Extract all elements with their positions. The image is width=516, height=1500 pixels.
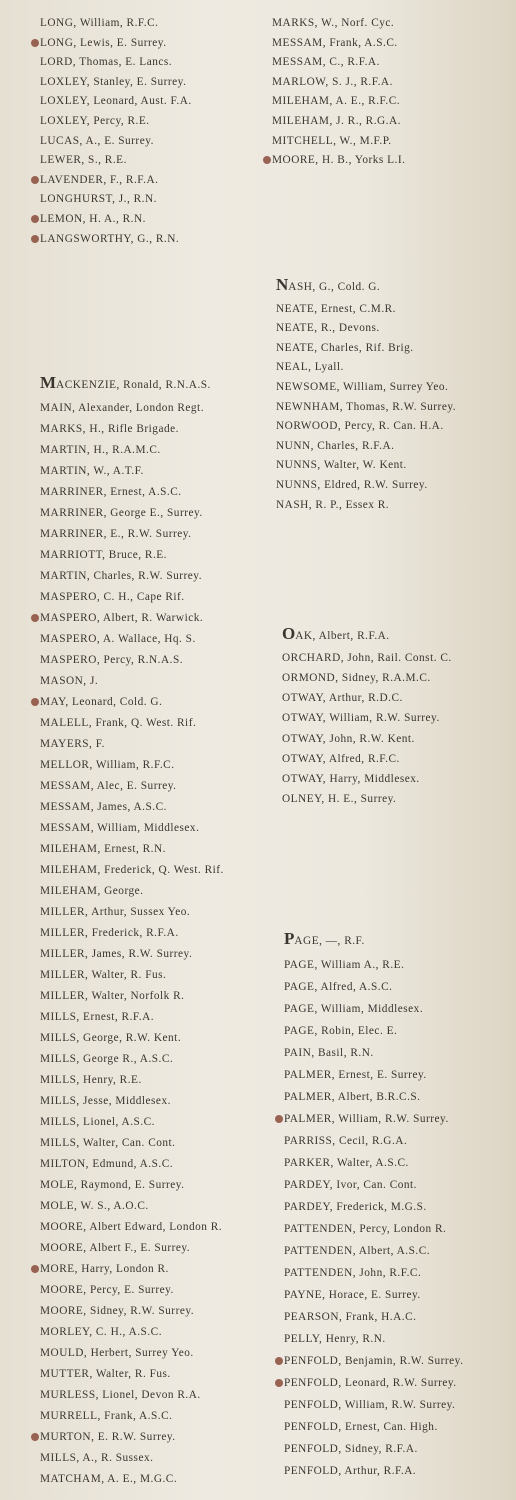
roll-entry-text: LORD, Thomas, E. Lancs. xyxy=(40,56,173,69)
roll-entry-text: NASH, R. P., Essex R. xyxy=(276,498,390,511)
roll-entry-text: NEATE, Ernest, C.M.R. xyxy=(276,302,397,315)
roll-entry-text: MAYERS, F. xyxy=(40,738,105,750)
fallen-marker-icon xyxy=(275,1379,283,1387)
roll-entry-text: PALMER, William, R.W. Surrey. xyxy=(284,1113,449,1125)
roll-entry-text: PAGE, Robin, Elec. E. xyxy=(284,1025,398,1037)
roll-entry-text: NEAL, Lyall. xyxy=(276,361,344,374)
roll-entry xyxy=(40,1073,142,1087)
roll-entry-text: PATTENDEN, Albert, A.S.C. xyxy=(284,1245,431,1257)
roll-entry-text: MAY, Leonard, Cold. G. xyxy=(40,696,163,708)
roll-entry-text: MILLER, Arthur, Sussex Yeo. xyxy=(40,906,191,918)
roll-entry xyxy=(40,968,166,982)
roll-entry xyxy=(284,929,365,948)
roll-entry xyxy=(284,1442,418,1456)
roll-entry-text: MILLS, Jesse, Middlesex. xyxy=(40,1095,171,1107)
roll-entry xyxy=(40,464,144,478)
roll-entry-text: LAVENDER, F., R.F.A. xyxy=(40,173,159,186)
roll-entry-text: MILLS, Henry, R.E. xyxy=(40,1074,142,1086)
roll-entry-text: OTWAY, John, R.W. Kent. xyxy=(282,732,415,745)
roll-entry xyxy=(40,947,192,961)
roll-entry xyxy=(272,75,393,89)
roll-entry-text: MORE, Harry, London R. xyxy=(40,1263,169,1275)
roll-entry xyxy=(40,212,146,226)
roll-entry-text: MILLS, George, R.W. Kent. xyxy=(40,1032,182,1044)
roll-entry-text: PENFOLD, Sidney, R.F.A. xyxy=(284,1443,418,1455)
roll-entry xyxy=(40,401,204,415)
roll-entry xyxy=(284,1090,421,1104)
roll-entry xyxy=(40,800,167,814)
roll-entry xyxy=(40,674,98,688)
roll-entry-text: MARRINER, George E., Surrey. xyxy=(40,507,203,519)
roll-entry xyxy=(272,36,398,50)
roll-entry-text: PELLY, Henry, R.N. xyxy=(284,1333,386,1345)
roll-entry xyxy=(284,1112,449,1126)
fallen-marker-icon xyxy=(31,698,39,706)
roll-entry xyxy=(40,1451,153,1465)
roll-entry xyxy=(40,1031,181,1045)
roll-entry-text: MESSAM, Frank, A.S.C. xyxy=(272,36,398,49)
roll-entry-text: MOULD, Herbert, Surrey Yeo. xyxy=(40,1347,194,1359)
roll-entry-text: PENFOLD, William, R.W. Surrey. xyxy=(284,1399,456,1411)
roll-entry-text: AGE, —, R.F. xyxy=(294,935,365,947)
roll-entry xyxy=(40,821,199,835)
roll-entry xyxy=(40,153,127,167)
roll-entry xyxy=(40,569,202,583)
roll-entry xyxy=(276,458,407,472)
roll-entry xyxy=(40,1157,173,1171)
roll-entry-text: MILLER, Frederick, R.F.A. xyxy=(40,927,179,939)
roll-entry-text: MILLER, Walter, Norfolk R. xyxy=(40,990,185,1002)
roll-entry xyxy=(276,498,389,512)
roll-entry-text: MOORE, Albert F., E. Surrey. xyxy=(40,1242,191,1254)
roll-entry-text: LUCAS, A., E. Surrey. xyxy=(40,134,154,147)
fallen-marker-icon xyxy=(31,235,39,243)
roll-entry xyxy=(282,671,431,685)
roll-entry xyxy=(276,360,344,374)
roll-entry-text: NUNNS, Walter, W. Kent. xyxy=(276,459,407,472)
roll-entry xyxy=(40,884,143,898)
roll-entry-text: OLNEY, H. E., Surrey. xyxy=(282,792,397,805)
roll-entry-text: NORWOOD, Percy, R. Can. H.A. xyxy=(276,420,444,433)
roll-entry-text: NEWSOME, William, Surrey Yeo. xyxy=(276,381,449,393)
roll-entry xyxy=(40,75,186,89)
roll-entry-text: MILLS, Walter, Can. Cont. xyxy=(40,1137,176,1149)
fallen-marker-icon xyxy=(31,176,39,184)
roll-entry xyxy=(282,691,403,705)
roll-entry-text: MUTTER, Walter, R. Fus. xyxy=(40,1368,171,1380)
roll-entry xyxy=(40,422,179,436)
roll-entry xyxy=(40,1115,155,1129)
roll-entry xyxy=(40,16,158,30)
section-initial-letter: N xyxy=(276,275,289,294)
roll-entry-text: PENFOLD, Benjamin, R.W. Surrey. xyxy=(284,1355,464,1367)
roll-entry xyxy=(40,758,175,772)
roll-entry xyxy=(40,55,172,69)
roll-entry xyxy=(282,624,390,643)
roll-entry-text: MILLS, Ernest, R.F.A. xyxy=(40,1011,155,1023)
roll-entry xyxy=(272,153,405,167)
roll-entry xyxy=(40,1052,173,1066)
roll-entry-text: MARTIN, W., A.T.F. xyxy=(40,465,144,477)
roll-entry-text: MILEHAM, J. R., R.G.A. xyxy=(272,115,401,127)
roll-entry xyxy=(276,419,444,433)
roll-entry xyxy=(284,1354,463,1368)
roll-entry xyxy=(276,302,396,316)
roll-entry xyxy=(40,989,184,1003)
fallen-marker-icon xyxy=(275,1357,283,1365)
roll-entry xyxy=(276,341,414,355)
roll-entry xyxy=(272,16,394,30)
roll-entry-text: PENFOLD, Ernest, Can. High. xyxy=(284,1421,438,1433)
roll-entry xyxy=(40,1262,169,1276)
roll-entry-text: PALMER, Albert, B.R.C.S. xyxy=(284,1091,421,1103)
roll-entry-text: LANGSWORTHY, G., R.N. xyxy=(40,232,180,245)
roll-entry xyxy=(40,1220,222,1234)
roll-entry-text: NUNNS, Eldred, R.W. Surrey. xyxy=(276,479,428,491)
roll-entry xyxy=(284,1398,455,1412)
roll-entry-text: LONGHURST, J., R.N. xyxy=(40,193,157,206)
roll-entry-text: MURLESS, Lionel, Devon R.A. xyxy=(40,1389,201,1401)
roll-entry xyxy=(40,1094,171,1108)
roll-entry xyxy=(40,527,192,541)
roll-entry-text: PATTENDEN, John, R.F.C. xyxy=(284,1267,422,1279)
roll-entry xyxy=(284,958,404,972)
roll-entry-text: NUNN, Charles, R.F.A. xyxy=(276,439,395,452)
roll-entry-text: MESSAM, William, Middlesex. xyxy=(40,822,200,834)
roll-entry xyxy=(40,1409,172,1423)
roll-entry-text: PEARSON, Frank, H.A.C. xyxy=(284,1311,417,1323)
roll-entry-text: ACKENZIE, Ronald, R.N.A.S. xyxy=(56,379,211,391)
roll-entry-text: MOLE, Raymond, E. Surrey. xyxy=(40,1179,185,1191)
roll-entry-text: MILLER, Walter, R. Fus. xyxy=(40,969,167,981)
roll-entry xyxy=(284,1420,438,1434)
roll-entry-text: MESSAM, Alec, E. Surrey. xyxy=(40,780,177,792)
roll-entry xyxy=(40,506,203,520)
roll-entry-text: MARRIOTT, Bruce, R.E. xyxy=(40,549,168,561)
roll-entry xyxy=(40,842,166,856)
roll-entry xyxy=(40,737,105,751)
roll-entry xyxy=(40,1136,176,1150)
roll-entry-text: PAIN, Basil, R.N. xyxy=(284,1047,374,1059)
roll-entry xyxy=(284,1464,416,1478)
roll-entry-text: PENFOLD, Arthur, R.F.A. xyxy=(284,1465,417,1477)
roll-entry-text: MARLOW, S. J., R.F.A. xyxy=(272,75,393,88)
roll-entry xyxy=(40,653,183,667)
roll-entry xyxy=(40,1346,194,1360)
roll-entry-text: MASPERO, Albert, R. Warwick. xyxy=(40,612,204,624)
roll-entry-text: PAYNE, Horace, E. Surrey. xyxy=(284,1289,421,1301)
roll-entry xyxy=(284,1310,416,1324)
roll-entry-text: LEMON, H. A., R.N. xyxy=(40,213,146,225)
roll-entry xyxy=(284,980,392,994)
roll-entry xyxy=(40,905,190,919)
roll-entry xyxy=(40,1472,177,1486)
fallen-marker-icon xyxy=(31,39,39,47)
roll-entry xyxy=(284,1244,430,1258)
roll-entry xyxy=(272,55,380,69)
roll-entry-text: OTWAY, William, R.W. Surrey. xyxy=(282,712,440,725)
roll-entry-text: MOORE, Sidney, R.W. Surrey. xyxy=(40,1305,195,1317)
roll-entry-text: MOORE, Percy, E. Surrey. xyxy=(40,1284,174,1296)
roll-entry-text: PALMER, Ernest, E. Surrey. xyxy=(284,1069,427,1081)
roll-entry-text: PARDEY, Frederick, M.G.S. xyxy=(284,1201,427,1213)
roll-entry-text: MAIN, Alexander, London Regt. xyxy=(40,402,205,414)
roll-entry-text: MILLER, James, R.W. Surrey. xyxy=(40,948,193,960)
roll-entry xyxy=(284,1068,427,1082)
roll-entry-text: MARRINER, Ernest, A.S.C. xyxy=(40,486,182,498)
roll-entry xyxy=(282,732,415,746)
roll-entry-text: LONG, William, R.F.C. xyxy=(40,17,159,29)
roll-entry-text: AK, Albert, R.F.A. xyxy=(295,630,390,642)
roll-entry-text: MASPERO, A. Wallace, Hq. S. xyxy=(40,633,196,645)
roll-entry xyxy=(284,1134,407,1148)
roll-entry xyxy=(276,439,394,453)
roll-entry-text: MILEHAM, Frederick, Q. West. Rif. xyxy=(40,864,224,876)
roll-entry-text: MATCHAM, A. E., M.G.C. xyxy=(40,1473,178,1485)
roll-entry-text: MARKS, W., Norf. Cyc. xyxy=(272,17,395,29)
roll-entry-text: PARRISS, Cecil, R.G.A. xyxy=(284,1135,408,1147)
roll-entry xyxy=(40,548,167,562)
roll-entry-text: MESSAM, C., R.F.A. xyxy=(272,56,380,69)
roll-entry xyxy=(40,373,211,392)
roll-entry xyxy=(284,1288,421,1302)
roll-entry xyxy=(40,94,192,108)
roll-entry-text: MELLOR, William, R.F.C. xyxy=(40,759,175,771)
roll-entry xyxy=(40,192,157,206)
roll-entry-text: ORCHARD, John, Rail. Const. C. xyxy=(282,652,452,665)
roll-entry-text: PENFOLD, Leonard, R.W. Surrey. xyxy=(284,1377,457,1389)
roll-entry xyxy=(282,772,420,786)
roll-entry xyxy=(40,232,179,246)
fallen-marker-icon xyxy=(31,215,39,223)
roll-entry xyxy=(40,632,196,646)
roll-entry xyxy=(276,275,381,294)
roll-entry-text: OTWAY, Alfred, R.F.C. xyxy=(282,752,400,765)
roll-entry xyxy=(40,1010,154,1024)
roll-entry-text: MILLS, Lionel, A.S.C. xyxy=(40,1116,156,1128)
roll-entry-text: PAGE, William, Middlesex. xyxy=(284,1003,424,1015)
roll-entry xyxy=(272,94,400,108)
roll-entry-text: MARTIN, Charles, R.W. Surrey. xyxy=(40,570,203,582)
roll-entry xyxy=(282,711,440,725)
roll-entry-text: PARDEY, Ivor, Can. Cont. xyxy=(284,1179,418,1191)
roll-entry-text: LONG, Lewis, E. Surrey. xyxy=(40,36,167,49)
roll-entry-text: MASPERO, Percy, R.N.A.S. xyxy=(40,654,184,666)
roll-entry xyxy=(40,611,203,625)
roll-entry xyxy=(40,863,224,877)
roll-entry xyxy=(282,752,400,766)
roll-entry xyxy=(40,36,167,50)
roll-entry-text: PAGE, Alfred, A.S.C. xyxy=(284,981,393,993)
roll-entry-text: PARKER, Walter, A.S.C. xyxy=(284,1157,409,1169)
roll-entry xyxy=(282,651,452,665)
roll-entry xyxy=(40,926,179,940)
roll-entry xyxy=(284,1200,427,1214)
roll-entry xyxy=(40,114,150,128)
roll-entry-text: NEATE, Charles, Rif. Brig. xyxy=(276,341,414,354)
section-initial-letter: M xyxy=(40,373,57,392)
roll-entry-text: OTWAY, Arthur, R.D.C. xyxy=(282,692,403,705)
roll-entry-text: PAGE, William A., R.E. xyxy=(284,959,405,971)
roll-entry xyxy=(284,1046,374,1060)
roll-entry-text: ASH, G., Cold. G. xyxy=(288,281,381,293)
roll-entry-text: MILEHAM, A. E., R.F.C. xyxy=(272,95,401,108)
roll-entry-text: LOXLEY, Leonard, Aust. F.A. xyxy=(40,95,192,108)
roll-entry-text: LEWER, S., R.E. xyxy=(40,154,127,167)
section-initial-letter: O xyxy=(282,624,296,643)
roll-entry xyxy=(40,1283,174,1297)
roll-entry-text: LOXLEY, Stanley, E. Surrey. xyxy=(40,75,187,88)
roll-entry xyxy=(284,1222,446,1236)
roll-entry-text: MARTIN, H., R.A.M.C. xyxy=(40,444,161,456)
roll-entry-text: ORMOND, Sidney, R.A.M.C. xyxy=(282,672,431,685)
fallen-marker-icon xyxy=(31,614,39,622)
roll-entry xyxy=(272,134,392,148)
roll-entry-text: MILLS, George R., A.S.C. xyxy=(40,1053,174,1065)
roll-entry-text: MALELL, Frank, Q. West. Rif. xyxy=(40,717,197,729)
roll-entry-text: MORLEY, C. H., A.S.C. xyxy=(40,1326,163,1338)
roll-entry-text: MASPERO, C. H., Cape Rif. xyxy=(40,591,185,603)
roll-entry xyxy=(284,1002,423,1016)
roll-entry xyxy=(40,134,154,148)
roll-entry-text: MOLE, W. S., A.O.C. xyxy=(40,1200,149,1212)
roll-entry xyxy=(284,1332,386,1346)
roll-entry-text: MILEHAM, George. xyxy=(40,885,144,897)
roll-entry-text: OTWAY, Harry, Middlesex. xyxy=(282,772,420,785)
roll-entry xyxy=(40,1388,201,1402)
roll-entry-text: MILTON, Edmund, A.S.C. xyxy=(40,1158,174,1170)
roll-entry xyxy=(40,779,176,793)
fallen-marker-icon xyxy=(31,1433,39,1441)
roll-entry-text: MURRELL, Frank, A.S.C. xyxy=(40,1410,173,1422)
roll-entry xyxy=(284,1266,421,1280)
fallen-marker-icon xyxy=(275,1115,283,1123)
roll-entry xyxy=(40,695,162,709)
roll-entry xyxy=(40,716,196,730)
fallen-marker-icon xyxy=(31,1265,39,1273)
roll-entry xyxy=(40,485,182,499)
roll-entry-text: MASON, J. xyxy=(40,675,99,687)
roll-entry xyxy=(40,1367,171,1381)
roll-entry-text: MITCHELL, W., M.F.P. xyxy=(272,134,392,147)
roll-entry xyxy=(282,792,396,806)
roll-entry xyxy=(40,1199,149,1213)
roll-entry xyxy=(40,1430,176,1444)
roll-entry xyxy=(40,1304,194,1318)
roll-entry-text: MOORE, Albert Edward, London R. xyxy=(40,1221,223,1233)
roll-entry-text: LOXLEY, Percy, R.E. xyxy=(40,115,150,127)
roll-entry-text: MESSAM, James, A.S.C. xyxy=(40,801,167,813)
roll-entry xyxy=(276,380,448,394)
roll-entry-text: NEATE, R., Devons. xyxy=(276,322,380,335)
roll-entry xyxy=(276,321,380,335)
roll-entry xyxy=(40,1241,190,1255)
roll-entry xyxy=(276,400,456,414)
roll-entry xyxy=(284,1156,409,1170)
roll-entry xyxy=(40,1325,162,1339)
section-initial-letter: P xyxy=(284,929,295,948)
roll-entry-text: MURTON, E. R.W. Surrey. xyxy=(40,1431,176,1443)
roll-entry-text: MOORE, H. B., Yorks L.I. xyxy=(272,154,406,167)
roll-entry-text: NEWNHAM, Thomas, R.W. Surrey. xyxy=(276,400,457,413)
roll-entry xyxy=(40,443,161,457)
roll-entry xyxy=(284,1376,457,1390)
roll-entry-text: MILLS, A., R. Sussex. xyxy=(40,1452,154,1464)
roll-entry xyxy=(276,478,428,492)
roll-entry-text: PATTENDEN, Percy, London R. xyxy=(284,1223,447,1235)
roll-entry xyxy=(284,1178,417,1192)
roll-entry-text: MARKS, H., Rifle Brigade. xyxy=(40,423,179,435)
roll-entry xyxy=(40,1178,185,1192)
roll-entry-text: MARRINER, E., R.W. Surrey. xyxy=(40,528,192,540)
roll-entry-text: MILEHAM, Ernest, R.N. xyxy=(40,843,166,855)
roll-entry xyxy=(40,590,185,604)
roll-entry xyxy=(284,1024,397,1038)
roll-entry xyxy=(40,173,158,187)
roll-entry xyxy=(272,114,401,128)
